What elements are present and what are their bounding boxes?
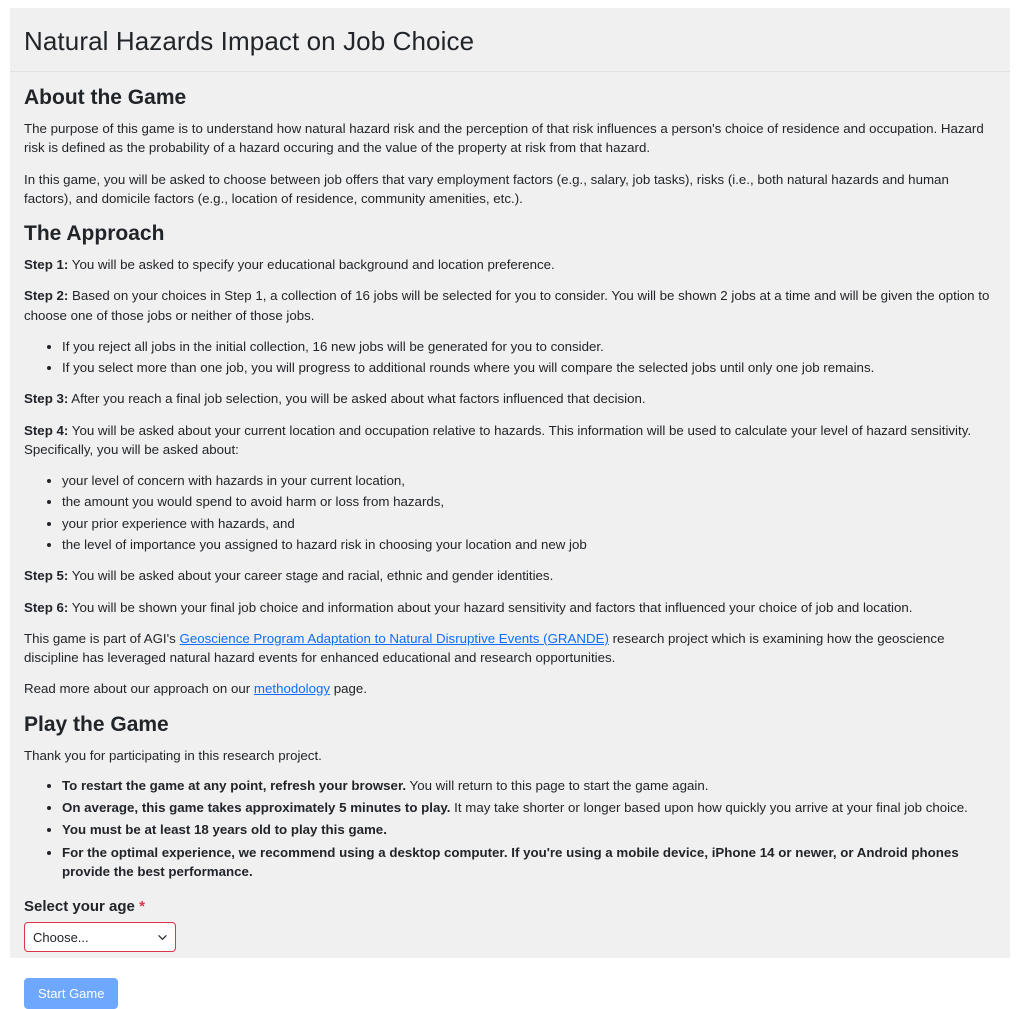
approach-step-6 bbox=[24, 598, 996, 617]
grande-paragraph bbox=[24, 629, 996, 668]
list-item-bold: For the optimal experience, we recommend using a desktop computer. If you're using a mobile device, iPhone 14 or newer, or Android phones provide the best performance. bbox=[62, 844, 959, 879]
step-3-text: After you reach a final job selection, you will be asked about what factors influenced that decision. bbox=[68, 391, 646, 407]
list-item: • the level of importance you assigned to hazard risk in choosing your location and new job bbox=[62, 535, 996, 554]
list-item-bold: On average, this game takes approximately 5 minutes to play. bbox=[62, 800, 451, 816]
approach-step-4 bbox=[24, 421, 996, 460]
play-intro-text: Thank you for participating in this research project. bbox=[24, 747, 322, 763]
step-5-text: You will be asked about your career stage and racial, ethnic and gender identities. bbox=[68, 568, 554, 584]
step-6-label: Step 6: bbox=[24, 599, 69, 615]
about-paragraph-2: In this game, you will be asked to choose between job offers that vary employment factors (e.g., salary, job tasks), risks (i.e., both natural hazards and human factors), and domicile factors (e.g., location of residence, community amenities, etc.). bbox=[24, 171, 949, 206]
list-item: • If you reject all jobs in the initial collection, 16 new jobs will be generated for you to consider. bbox=[62, 337, 996, 356]
list-item-rest: You will return to this page to start the game again. bbox=[406, 777, 709, 793]
page-content bbox=[10, 86, 1010, 1009]
about-heading: About the Game bbox=[24, 86, 187, 109]
step-2-label: Step 2: bbox=[24, 288, 69, 304]
age-select[interactable] bbox=[24, 922, 176, 952]
list-item bbox=[62, 776, 996, 795]
list-item: • your prior experience with hazards, and bbox=[62, 514, 996, 533]
list-item bbox=[62, 843, 996, 882]
list-item-rest: It may take shorter or longer based upon how quickly you arrive at your final job choice. bbox=[450, 800, 968, 816]
page-container bbox=[10, 8, 1010, 1002]
grande-suffix-text: research project which is examining how the geoscience discipline has leveraged natural hazard events for enhanced educational and research opportunities. bbox=[24, 630, 945, 666]
play-bullet-list bbox=[24, 776, 996, 881]
list-item: • the amount you would spend to avoid harm or loss from hazards, bbox=[62, 492, 996, 511]
step-6-text: You will be shown your final job choice and information about your hazard sensitivity and factors that influenced your choice of job and location. bbox=[68, 599, 913, 615]
list-item-bold: To restart the game at any point, refresh your browser. bbox=[62, 777, 407, 793]
list-item: • If you select more than one job, you will progress to additional rounds where you will compare the selected jobs until only one job remains. bbox=[62, 358, 996, 377]
grande-prefix-text: This game is part of AGI's bbox=[24, 630, 180, 646]
step-4-bullet-list bbox=[24, 471, 996, 554]
step-5-label: Step 5: bbox=[24, 568, 69, 584]
step-1-label: Step 1: bbox=[24, 257, 69, 273]
methodology-suffix-text: page. bbox=[330, 681, 368, 697]
methodology-paragraph bbox=[24, 679, 996, 698]
methodology-prefix-text: Read more about our approach on our bbox=[24, 681, 254, 697]
step-2-text: Based on your choices in Step 1, a collection of 16 jobs will be selected for you to consider. You will be shown 2 jobs at a time and will be given the option to choose one of those jobs or neither of those jobs. bbox=[24, 288, 990, 323]
required-marker: * bbox=[139, 898, 145, 916]
list-item bbox=[62, 798, 996, 817]
age-field-label bbox=[24, 898, 996, 915]
approach-step-5 bbox=[24, 566, 996, 585]
list-item-bold: You must be at least 18 years old to play this game. bbox=[62, 822, 387, 838]
start-game-button[interactable]: Start Game bbox=[24, 978, 118, 1009]
list-item bbox=[62, 820, 996, 839]
age-label-text: Select your age bbox=[24, 898, 135, 916]
step-3-label: Step 3: bbox=[24, 391, 69, 407]
approach-heading: The Approach bbox=[24, 222, 165, 246]
methodology-link[interactable]: methodology bbox=[253, 681, 331, 697]
page-title: Natural Hazards Impact on Job Choice bbox=[10, 8, 1010, 72]
step-4-label: Step 4: bbox=[24, 422, 69, 438]
approach-step-3 bbox=[24, 389, 996, 408]
approach-step-2 bbox=[24, 286, 996, 325]
approach-step-1 bbox=[24, 255, 996, 274]
about-paragraph-1: The purpose of this game is to understand how natural hazard risk and the perception of that risk influences a person's choice of residence and occupation. Hazard risk is defined as the probability of a hazard occuring and the value of the property at risk from that hazard. bbox=[24, 121, 984, 156]
play-heading: Play the Game bbox=[24, 712, 169, 736]
step-1-text: You will be asked to specify your educational background and location preference. bbox=[68, 257, 555, 273]
age-select-wrapper bbox=[24, 922, 176, 952]
list-item: • your level of concern with hazards in your current location, bbox=[62, 471, 996, 490]
step-4-text: You will be asked about your current location and occupation relative to hazards. This information will be used to calculate your level of hazard sensitivity. Specifically, you will be asked about: bbox=[24, 422, 972, 457]
grande-project-link[interactable]: Geoscience Program Adaptation to Natural Disruptive Events (GRANDE) bbox=[179, 630, 609, 646]
step-2-bullet-list bbox=[24, 337, 996, 378]
